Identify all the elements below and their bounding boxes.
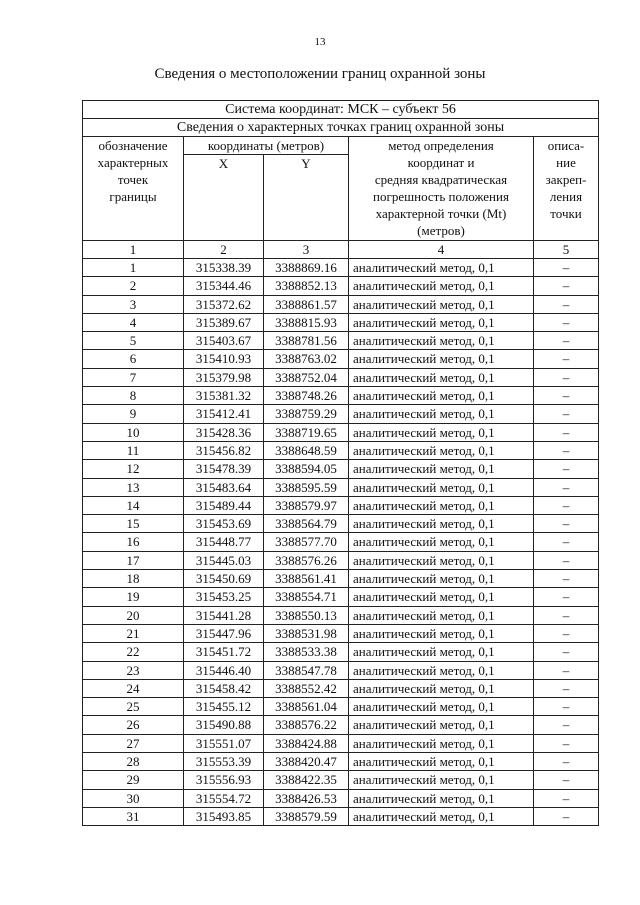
- cell-method: аналитический метод, 0,1: [349, 698, 534, 716]
- cell-x: 315455.12: [184, 698, 264, 716]
- cell-description: –: [534, 441, 599, 459]
- cell-y: 3388759.29: [264, 405, 349, 423]
- cell-method: аналитический метод, 0,1: [349, 423, 534, 441]
- cell-method: аналитический метод, 0,1: [349, 441, 534, 459]
- cell-method: аналитический метод, 0,1: [349, 405, 534, 423]
- header-method-line: координат и: [407, 155, 475, 170]
- cell-description: –: [534, 606, 599, 624]
- header-coordinates: координаты (метров): [184, 137, 349, 155]
- cell-point-number: 7: [83, 368, 184, 386]
- cell-description: –: [534, 277, 599, 295]
- cell-x: 315381.32: [184, 387, 264, 405]
- cell-x: 315379.98: [184, 368, 264, 386]
- header-method-line: характерной точки (Mt): [375, 206, 507, 221]
- cell-x: 315403.67: [184, 332, 264, 350]
- table-row: [83, 460, 599, 478]
- cell-x: 315458.42: [184, 679, 264, 697]
- cell-description: –: [534, 387, 599, 405]
- table-row: [83, 661, 599, 679]
- header-point-line: обозначение: [98, 138, 168, 153]
- cell-x: 315447.96: [184, 624, 264, 642]
- cell-y: 3388595.59: [264, 478, 349, 496]
- table-row: [83, 789, 599, 807]
- cell-method: аналитический метод, 0,1: [349, 643, 534, 661]
- cell-description: –: [534, 771, 599, 789]
- cell-description: –: [534, 423, 599, 441]
- cell-y: 3388561.04: [264, 698, 349, 716]
- table-row: [83, 753, 599, 771]
- cell-method: аналитический метод, 0,1: [349, 606, 534, 624]
- cell-point-number: 18: [83, 570, 184, 588]
- cell-point-number: 27: [83, 734, 184, 752]
- cell-y: 3388579.59: [264, 807, 349, 825]
- cell-point-number: 26: [83, 716, 184, 734]
- table-row: [83, 533, 599, 551]
- cell-description: –: [534, 368, 599, 386]
- cell-x: 315344.46: [184, 277, 264, 295]
- cell-x: 315450.69: [184, 570, 264, 588]
- cell-description: –: [534, 807, 599, 825]
- cell-description: –: [534, 643, 599, 661]
- cell-x: 315493.85: [184, 807, 264, 825]
- table-row: [83, 368, 599, 386]
- cell-description: –: [534, 789, 599, 807]
- cell-y: 3388579.97: [264, 496, 349, 514]
- table-row: [83, 807, 599, 825]
- cell-description: –: [534, 753, 599, 771]
- cell-y: 3388550.13: [264, 606, 349, 624]
- section-title-row: Сведения о характерных точках границ охранной зоны: [83, 119, 599, 137]
- cell-point-number: 21: [83, 624, 184, 642]
- cell-description: –: [534, 350, 599, 368]
- table-row: [83, 771, 599, 789]
- header-method-line: метод определения: [388, 138, 494, 153]
- cell-y: 3388422.35: [264, 771, 349, 789]
- table-row: [83, 405, 599, 423]
- cell-x: 315412.41: [184, 405, 264, 423]
- cell-y: 3388420.47: [264, 753, 349, 771]
- cell-y: 3388533.38: [264, 643, 349, 661]
- cell-x: 315453.69: [184, 515, 264, 533]
- cell-y: 3388552.42: [264, 679, 349, 697]
- cell-x: 315451.72: [184, 643, 264, 661]
- cell-description: –: [534, 716, 599, 734]
- cell-y: 3388594.05: [264, 460, 349, 478]
- header-description-line: закреп-: [545, 172, 587, 187]
- cell-y: 3388719.65: [264, 423, 349, 441]
- column-number: 1: [83, 241, 184, 259]
- cell-point-number: 17: [83, 551, 184, 569]
- cell-method: аналитический метод, 0,1: [349, 277, 534, 295]
- cell-description: –: [534, 624, 599, 642]
- table-row: [83, 496, 599, 514]
- cell-method: аналитический метод, 0,1: [349, 624, 534, 642]
- header-y: Y: [264, 155, 349, 241]
- cell-point-number: 11: [83, 441, 184, 459]
- cell-description: –: [534, 661, 599, 679]
- table-row: [83, 313, 599, 331]
- cell-point-number: 14: [83, 496, 184, 514]
- table-row: [83, 478, 599, 496]
- cell-x: 315478.39: [184, 460, 264, 478]
- header-point-line: характерных: [97, 155, 169, 170]
- cell-method: аналитический метод, 0,1: [349, 368, 534, 386]
- header-description-line: описа-: [547, 138, 585, 153]
- table-row: [83, 295, 599, 313]
- cell-point-number: 4: [83, 313, 184, 331]
- cell-point-number: 10: [83, 423, 184, 441]
- table-row: [83, 277, 599, 295]
- header-description-line: ления: [549, 189, 583, 204]
- cell-y: 3388752.04: [264, 368, 349, 386]
- cell-description: –: [534, 295, 599, 313]
- cell-description: –: [534, 533, 599, 551]
- cell-description: –: [534, 570, 599, 588]
- table-row: [83, 734, 599, 752]
- cell-description: –: [534, 588, 599, 606]
- cell-point-number: 16: [83, 533, 184, 551]
- cell-method: аналитический метод, 0,1: [349, 533, 534, 551]
- cell-y: 3388748.26: [264, 387, 349, 405]
- cell-x: 315456.82: [184, 441, 264, 459]
- table-row: [83, 716, 599, 734]
- cell-description: –: [534, 551, 599, 569]
- cell-y: 3388648.59: [264, 441, 349, 459]
- cell-y: 3388763.02: [264, 350, 349, 368]
- cell-description: –: [534, 259, 599, 277]
- cell-description: –: [534, 734, 599, 752]
- cell-x: 315553.39: [184, 753, 264, 771]
- cell-y: 3388576.22: [264, 716, 349, 734]
- coordinate-system-row: Система координат: МСК – субъект 56: [83, 101, 599, 119]
- cell-y: 3388869.16: [264, 259, 349, 277]
- cell-method: аналитический метод, 0,1: [349, 753, 534, 771]
- cell-y: 3388554.71: [264, 588, 349, 606]
- header-method-line: (метров): [417, 223, 465, 238]
- cell-y: 3388561.41: [264, 570, 349, 588]
- cell-method: аналитический метод, 0,1: [349, 771, 534, 789]
- table-row: [83, 259, 599, 277]
- cell-method: аналитический метод, 0,1: [349, 515, 534, 533]
- cell-y: 3388424.88: [264, 734, 349, 752]
- cell-method: аналитический метод, 0,1: [349, 716, 534, 734]
- cell-method: аналитический метод, 0,1: [349, 734, 534, 752]
- coordinates-table: [82, 100, 599, 826]
- cell-method: аналитический метод, 0,1: [349, 313, 534, 331]
- cell-point-number: 22: [83, 643, 184, 661]
- cell-y: 3388815.93: [264, 313, 349, 331]
- header-x: X: [184, 155, 264, 241]
- column-number: 3: [264, 241, 349, 259]
- table-row: [83, 624, 599, 642]
- cell-x: 315448.77: [184, 533, 264, 551]
- cell-x: 315551.07: [184, 734, 264, 752]
- cell-method: аналитический метод, 0,1: [349, 679, 534, 697]
- cell-point-number: 13: [83, 478, 184, 496]
- cell-point-number: 31: [83, 807, 184, 825]
- cell-method: аналитический метод, 0,1: [349, 807, 534, 825]
- cell-y: 3388576.26: [264, 551, 349, 569]
- cell-method: аналитический метод, 0,1: [349, 387, 534, 405]
- table-row: [83, 551, 599, 569]
- cell-point-number: 8: [83, 387, 184, 405]
- cell-x: 315389.67: [184, 313, 264, 331]
- cell-point-number: 25: [83, 698, 184, 716]
- cell-y: 3388852.13: [264, 277, 349, 295]
- table-row: [83, 643, 599, 661]
- cell-y: 3388547.78: [264, 661, 349, 679]
- cell-y: 3388531.98: [264, 624, 349, 642]
- cell-method: аналитический метод, 0,1: [349, 496, 534, 514]
- cell-point-number: 15: [83, 515, 184, 533]
- cell-y: 3388564.79: [264, 515, 349, 533]
- table-row: [83, 332, 599, 350]
- table-row: [83, 441, 599, 459]
- cell-description: –: [534, 405, 599, 423]
- table-row: [83, 588, 599, 606]
- table-row: [83, 570, 599, 588]
- cell-x: 315483.64: [184, 478, 264, 496]
- column-number: 5: [534, 241, 599, 259]
- cell-description: –: [534, 679, 599, 697]
- cell-description: –: [534, 460, 599, 478]
- cell-description: –: [534, 515, 599, 533]
- cell-method: аналитический метод, 0,1: [349, 460, 534, 478]
- cell-x: 315410.93: [184, 350, 264, 368]
- cell-method: аналитический метод, 0,1: [349, 551, 534, 569]
- cell-method: аналитический метод, 0,1: [349, 789, 534, 807]
- cell-point-number: 9: [83, 405, 184, 423]
- cell-description: –: [534, 332, 599, 350]
- cell-x: 315490.88: [184, 716, 264, 734]
- table-row: [83, 679, 599, 697]
- cell-point-number: 6: [83, 350, 184, 368]
- header-method-line: погрешность положения: [373, 189, 509, 204]
- cell-x: 315554.72: [184, 789, 264, 807]
- cell-point-number: 20: [83, 606, 184, 624]
- cell-method: аналитический метод, 0,1: [349, 259, 534, 277]
- cell-x: 315453.25: [184, 588, 264, 606]
- cell-point-number: 12: [83, 460, 184, 478]
- cell-x: 315441.28: [184, 606, 264, 624]
- header-method-line: средняя квадратическая: [374, 172, 508, 187]
- cell-method: аналитический метод, 0,1: [349, 295, 534, 313]
- cell-x: 315489.44: [184, 496, 264, 514]
- table-row: [83, 423, 599, 441]
- cell-point-number: 19: [83, 588, 184, 606]
- document-title: Сведения о местоположении границ охранной зоны: [154, 66, 486, 82]
- cell-point-number: 2: [83, 277, 184, 295]
- cell-x: 315428.36: [184, 423, 264, 441]
- cell-point-number: 23: [83, 661, 184, 679]
- cell-y: 3388577.70: [264, 533, 349, 551]
- cell-description: –: [534, 313, 599, 331]
- cell-method: аналитический метод, 0,1: [349, 588, 534, 606]
- cell-point-number: 3: [83, 295, 184, 313]
- column-number: 2: [184, 241, 264, 259]
- cell-description: –: [534, 478, 599, 496]
- cell-method: аналитический метод, 0,1: [349, 661, 534, 679]
- cell-description: –: [534, 698, 599, 716]
- cell-method: аналитический метод, 0,1: [349, 332, 534, 350]
- cell-point-number: 30: [83, 789, 184, 807]
- cell-point-number: 24: [83, 679, 184, 697]
- header-description-line: точки: [550, 206, 582, 221]
- header-method: [349, 137, 534, 241]
- header-point-designation: [83, 137, 184, 241]
- cell-method: аналитический метод, 0,1: [349, 350, 534, 368]
- cell-method: аналитический метод, 0,1: [349, 478, 534, 496]
- cell-method: аналитический метод, 0,1: [349, 570, 534, 588]
- header-description-line: ние: [556, 155, 576, 170]
- cell-description: –: [534, 496, 599, 514]
- header-point-line: границы: [109, 189, 157, 204]
- page-number: 13: [314, 36, 326, 48]
- cell-x: 315372.62: [184, 295, 264, 313]
- table-row: [83, 515, 599, 533]
- cell-point-number: 5: [83, 332, 184, 350]
- header-point-line: точек: [117, 172, 149, 187]
- table-row: [83, 350, 599, 368]
- cell-point-number: 28: [83, 753, 184, 771]
- cell-x: 315338.39: [184, 259, 264, 277]
- cell-y: 3388861.57: [264, 295, 349, 313]
- table-row: [83, 387, 599, 405]
- cell-x: 315556.93: [184, 771, 264, 789]
- cell-point-number: 29: [83, 771, 184, 789]
- cell-x: 315445.03: [184, 551, 264, 569]
- column-number: 4: [349, 241, 534, 259]
- cell-y: 3388781.56: [264, 332, 349, 350]
- cell-point-number: 1: [83, 259, 184, 277]
- cell-y: 3388426.53: [264, 789, 349, 807]
- table-row: [83, 698, 599, 716]
- table-row: [83, 606, 599, 624]
- cell-x: 315446.40: [184, 661, 264, 679]
- header-description: [534, 137, 599, 241]
